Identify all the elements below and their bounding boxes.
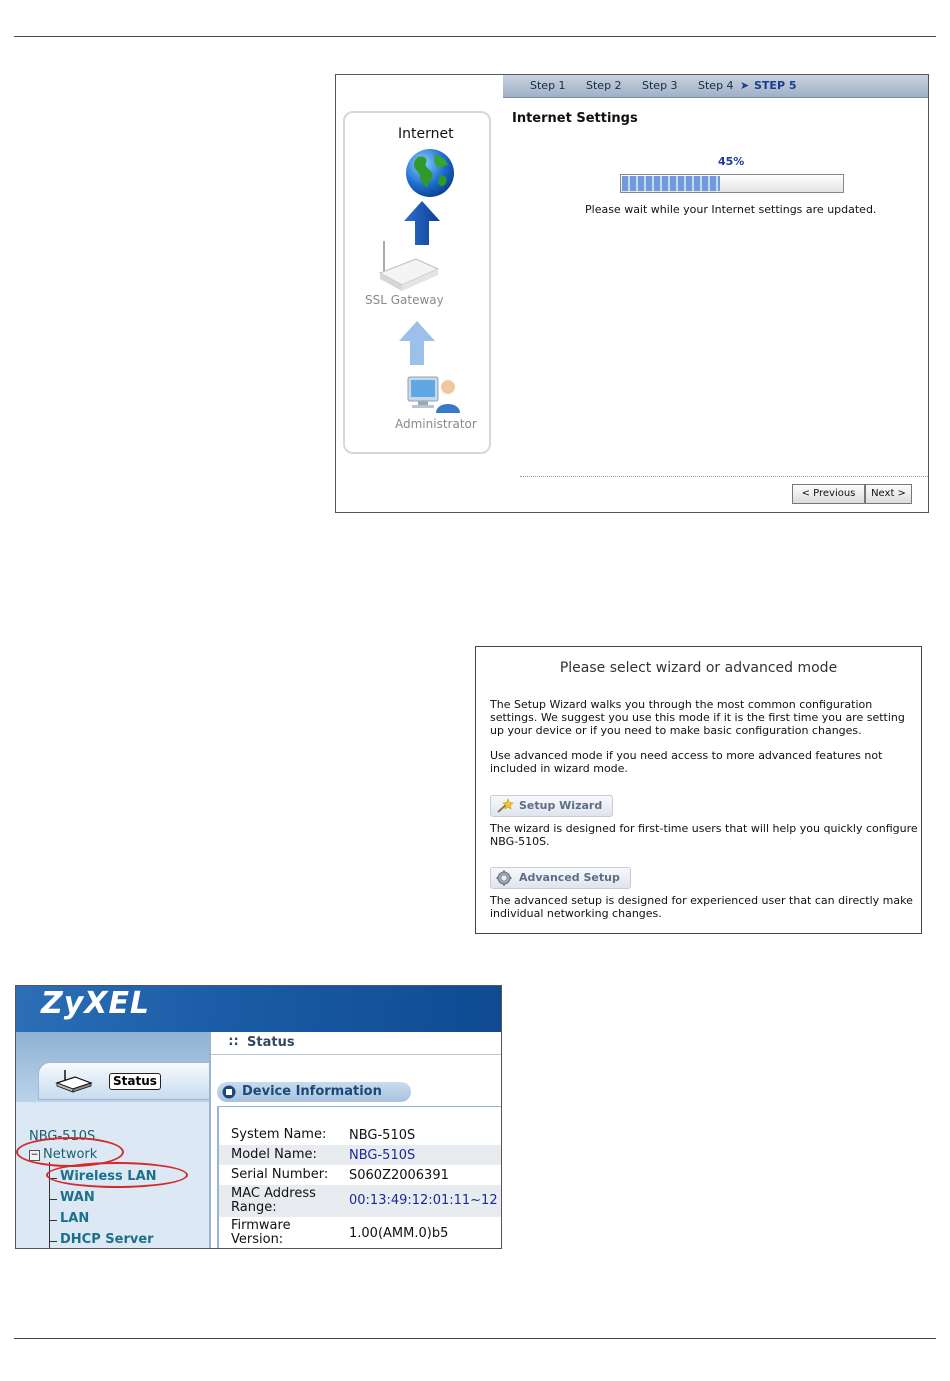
administrator-label: Administrator bbox=[395, 417, 477, 431]
next-button[interactable]: Next > bbox=[865, 484, 912, 504]
up-arrow-light-icon bbox=[397, 319, 437, 367]
zyxel-status-window bbox=[15, 985, 502, 1249]
collapse-icon[interactable]: − bbox=[30, 1150, 39, 1160]
previous-button[interactable]: < Previous bbox=[792, 484, 865, 504]
wireless-lan-highlight-ring bbox=[46, 1162, 188, 1188]
step-1-label: Step 1 bbox=[530, 79, 566, 92]
advanced-setup-button[interactable] bbox=[490, 867, 631, 889]
mode-heading: Please select wizard or advanced mode bbox=[559, 660, 838, 676]
sidebar bbox=[16, 1032, 209, 1248]
device-information-title: Device Information bbox=[242, 1084, 382, 1099]
mode-select-window bbox=[475, 646, 922, 934]
setup-wizard-intro: The Setup Wizard walks you through the most common configuration settings. We suggest you use this mode if it is the first time you are setting up your device or if you need to make basic configuration changes. bbox=[490, 698, 905, 737]
mac-address-label: MAC Address Range: bbox=[231, 1186, 316, 1215]
serial-number-label: Serial Number: bbox=[231, 1167, 329, 1182]
tree-item-network[interactable]: Network bbox=[43, 1147, 98, 1162]
grip-icon: ∷ bbox=[229, 1035, 239, 1050]
serial-number-value: S060Z2006391 bbox=[349, 1168, 449, 1183]
gateway-device-icon bbox=[376, 239, 442, 293]
progress-bar bbox=[620, 174, 844, 193]
firmware-version-value: 1.00(AMM.0)b5 bbox=[349, 1226, 449, 1241]
gear-icon bbox=[495, 870, 515, 886]
status-tab[interactable] bbox=[38, 1062, 210, 1100]
footer-divider bbox=[520, 476, 928, 477]
advanced-setup-label: Advanced Setup bbox=[519, 871, 620, 884]
tree-connector bbox=[49, 1199, 57, 1200]
zyxel-banner bbox=[16, 986, 501, 1032]
internet-label: Internet bbox=[398, 126, 454, 142]
advanced-mode-intro: Use advanced mode if you need access to more advanced features not included in wizard mode. bbox=[490, 749, 883, 775]
setup-wizard-label: Setup Wizard bbox=[519, 799, 603, 812]
wizard-window bbox=[335, 74, 929, 513]
footer-rule bbox=[14, 1338, 936, 1339]
header-rule bbox=[14, 36, 936, 37]
tree-item-wan[interactable]: WAN bbox=[60, 1190, 95, 1205]
current-step-arrow-icon: ➤ bbox=[740, 79, 750, 92]
progress-bar-fill bbox=[622, 176, 720, 191]
router-icon bbox=[55, 1069, 93, 1093]
progress-message: Please wait while your Internet settings are updated. bbox=[585, 203, 877, 216]
step-bar bbox=[503, 75, 928, 98]
magic-wand-icon bbox=[495, 798, 515, 814]
tree-connector bbox=[49, 1220, 57, 1221]
page-title: Internet Settings bbox=[512, 111, 638, 126]
mac-address-value: 00:13:49:12:01:11~12 bbox=[349, 1193, 498, 1208]
model-name-value: NBG-510S bbox=[349, 1148, 416, 1163]
status-panel-title: Status bbox=[247, 1035, 295, 1050]
tree-connector bbox=[49, 1241, 57, 1242]
device-information-table bbox=[217, 1106, 502, 1249]
section-bullet-icon bbox=[222, 1085, 236, 1099]
status-tab-label: Status bbox=[109, 1073, 161, 1090]
device-information-tab bbox=[217, 1082, 411, 1102]
setup-wizard-description: The wizard is designed for first-time users that will help you quickly configure NBG-510S. bbox=[490, 822, 918, 848]
table-row bbox=[219, 1125, 502, 1145]
system-name-value: NBG-510S bbox=[349, 1128, 416, 1143]
step-4-label: Step 4 bbox=[698, 79, 734, 92]
tree-item-wireless-lan[interactable]: Wireless LAN bbox=[60, 1169, 157, 1184]
tree-item-lan[interactable]: LAN bbox=[60, 1211, 90, 1226]
advanced-setup-description: The advanced setup is designed for experienced user that can directly make individual networking changes. bbox=[490, 894, 913, 920]
table-row bbox=[219, 1185, 502, 1217]
tree-item-dhcp-server[interactable]: DHCP Server bbox=[60, 1232, 154, 1247]
system-name-label: System Name: bbox=[231, 1127, 327, 1142]
setup-wizard-button[interactable] bbox=[490, 795, 613, 817]
main-panel bbox=[209, 1032, 502, 1248]
zyxel-logo: ZyXEL bbox=[41, 986, 151, 1021]
table-row bbox=[219, 1217, 502, 1249]
firmware-version-label: Firmware Version: bbox=[231, 1218, 291, 1247]
table-row bbox=[219, 1165, 502, 1185]
progress-percent-label: 45% bbox=[718, 155, 745, 168]
step-3-label: Step 3 bbox=[642, 79, 678, 92]
gateway-label: SSL Gateway bbox=[365, 293, 444, 307]
tree-root[interactable]: NBG-510S bbox=[29, 1129, 96, 1144]
step-2-label: Step 2 bbox=[586, 79, 622, 92]
administrator-icon bbox=[406, 373, 462, 415]
current-step-label: STEP 5 bbox=[754, 79, 797, 92]
model-name-label: Model Name: bbox=[231, 1147, 317, 1162]
status-panel-header bbox=[211, 1032, 502, 1055]
globe-icon bbox=[404, 147, 456, 199]
table-row bbox=[219, 1145, 502, 1165]
